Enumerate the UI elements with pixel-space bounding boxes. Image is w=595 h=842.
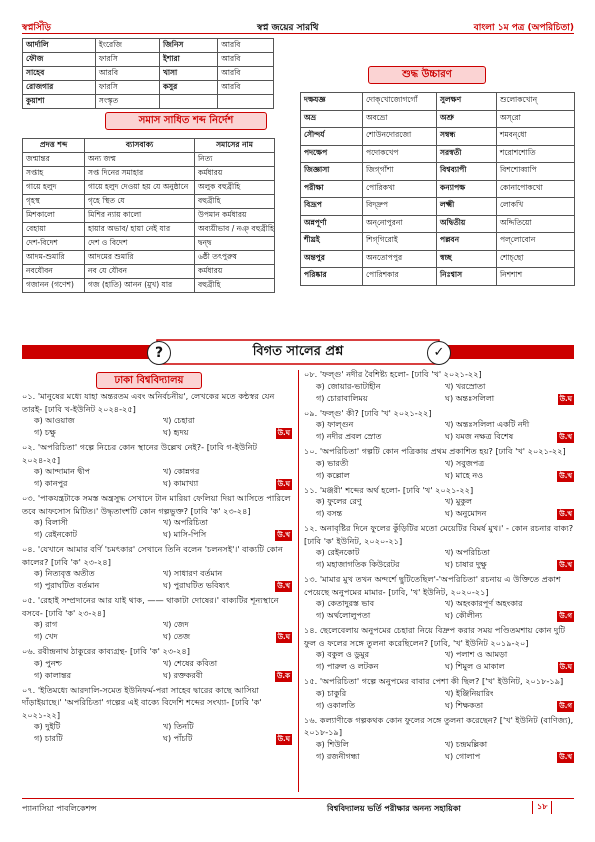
- uccharon-cell: শরোশশোতি: [497, 145, 575, 163]
- samas-row: [23, 223, 275, 237]
- question-text: ০৭. 'ইতিমধ্যে আরদালি-সমেত ইউনিফর্ম-পরা সাহেব দ্বারের কাছে আসিয়া দাঁড়াইয়াছে।' 'অপরিচিতা' গল্পের এই বাক্যে বিদেশি শব্দের সংখ্যা- [ঢাবি 'ক' ২০২১-২২]: [22, 684, 262, 720]
- uccharon-row: [301, 198, 575, 216]
- samas-cell: সপ্ত দিনের সমাহার: [85, 167, 195, 181]
- uccharon-cell: বিদ্রূপ: [301, 198, 363, 216]
- option: ঘ) অন্তঃসলিলা: [445, 393, 495, 403]
- uccharon-cell: শমবন্‌ধো: [497, 128, 575, 146]
- question-item: [22, 543, 292, 592]
- options-grid: [22, 658, 292, 682]
- option: গ) কালান্তর: [34, 670, 72, 680]
- samas-cell: জন্মান্তর: [23, 153, 85, 167]
- option: ঘ) শিক্ষকতা: [445, 700, 484, 710]
- uccharon-row: [301, 180, 575, 198]
- samas-row: [23, 153, 275, 167]
- uccharon-cell: অদ্বিতীয়: [437, 215, 497, 233]
- option: ক) বিলাসী: [34, 518, 68, 527]
- answer-badge: উ.গ: [559, 612, 572, 620]
- option: ক) আন্দামান দ্বীপ: [34, 467, 90, 476]
- origin-cell: আরবি: [95, 67, 159, 81]
- option: গ) চোরাবালিময়: [316, 393, 368, 403]
- options-grid: [304, 547, 574, 571]
- origin-cell: আর্দালি: [23, 39, 96, 53]
- origin-cell: খাসা: [159, 67, 217, 81]
- option: ঘ) পুরাঘটিত ভবিষ্যৎ: [163, 581, 230, 590]
- options-grid: [304, 649, 574, 673]
- question-item: [304, 624, 574, 673]
- samas-cell: সপ্তাহ: [23, 167, 85, 181]
- samas-cell: অব্যয়ীভাব / নঞ্ বহুব্রীহি: [195, 223, 275, 237]
- banner-title: বিগত সালের প্রশ্ন: [252, 344, 344, 359]
- option: ঘ) শিমুল ও মাকাল: [445, 662, 505, 671]
- question-text: ১১. 'মঞ্জরী' শব্দের অর্থ হলো- [ঢাবি 'খ' ২০২১-২২]: [304, 484, 474, 495]
- option: খ) কোন্নগর: [163, 467, 200, 476]
- samas-cell: বহুব্রীহি: [195, 279, 275, 293]
- options-grid: [22, 466, 292, 490]
- question-text: ০৮. 'ফল্গু' নদীর বৈশিষ্ট্য হলো- [ঢাবি 'খ' ২০২১-২২]: [304, 369, 482, 379]
- question-text: ০৩. 'পাকযন্ত্রটাকে সমস্ত অন্ত্রসুদ্ধ সেখানে টান মারিয়া ফেলিয়া দিয়া আসিতে পারিলে তবে আফসোস মিটিত।' উদ্ধৃতাংশটি কোন গল্পভুক্ত? [ঢাবি 'ক' ২৩-২৪]: [22, 493, 291, 516]
- uccharon-cell: অন্‌নোপুরনা: [363, 215, 437, 233]
- option: খ) তিনটি: [163, 722, 194, 731]
- samas-cell: দেশ-বিদেশ: [23, 237, 85, 251]
- uccharon-cell: লক্ষ্মী: [437, 198, 497, 216]
- origin-cell: সাহেব: [23, 67, 96, 81]
- option: ক) ভারতী: [316, 458, 349, 468]
- answer-badge: উ.গ: [559, 701, 572, 710]
- origin-cell: রোজগার: [23, 81, 96, 95]
- samas-cell: দেশ ও বিদেশ: [85, 237, 195, 251]
- options-grid: [304, 496, 574, 520]
- origin-cell: ইশারা: [159, 53, 217, 67]
- samas-cell: বেহায়া: [23, 223, 85, 237]
- question-item: [304, 675, 574, 712]
- option: খ) মুকুল: [445, 497, 472, 506]
- samas-cell: মিশির ন্যায় কালো: [85, 209, 195, 223]
- uccharon-cell: পরীক্ষা: [301, 180, 363, 198]
- option: ঘ) তেজ: [163, 632, 191, 641]
- option: ক) ফাল্গুন: [316, 420, 354, 429]
- check-mark-icon: ✓: [427, 341, 451, 365]
- option: ক) আওয়াজ: [34, 416, 75, 425]
- option: ক) জোয়ার-ভাটাহীন: [316, 381, 381, 391]
- origin-row: [23, 39, 274, 53]
- samas-cell: আদম-শুমারি: [23, 251, 85, 265]
- origin-cell: আরবি: [218, 81, 274, 95]
- uccharon-cell: বিশ্বব্যাপী: [437, 163, 497, 181]
- options-grid: [304, 598, 574, 622]
- option: গ) নদীর প্রবল স্রোত: [316, 432, 382, 441]
- option: খ) খরস্রোতা: [445, 381, 486, 391]
- option: গ) বসন্ত: [316, 509, 343, 518]
- uccharon-row: [301, 128, 575, 146]
- option: ঘ) কামাখ্যা: [163, 479, 199, 488]
- uccharon-cell: অস্‌রো: [497, 110, 575, 128]
- samas-cell: কর্মধারয়: [195, 265, 275, 279]
- answer-badge: উ.খ: [559, 561, 572, 569]
- samas-cell: বহুব্রীহি: [195, 195, 275, 209]
- answer-badge: উ.ঘ: [277, 735, 290, 743]
- origin-cell: আরবি: [218, 53, 274, 67]
- uccharon-cell: সরস্বতী: [437, 145, 497, 163]
- question-text: ১৩. 'মামার মুখ তখন অন্দর্শে ছুটিতেছিল'-'অপরিচিতা' রচনায় এ উক্তিতে প্রকাশ পেয়েছে অনুপমের মামার- [ঢাবি, 'খ' ইউনিট, ২০২০-২১]: [304, 574, 561, 597]
- uccharon-cell: অভ্র: [301, 110, 363, 128]
- option: গ) কল্লোল: [316, 470, 350, 480]
- question-item: [304, 573, 574, 622]
- uccharon-cell: নিশশাশ: [497, 268, 575, 286]
- options-grid: [22, 517, 292, 541]
- samas-row: [23, 251, 275, 265]
- options-grid: [304, 739, 574, 763]
- samas-cell: মিশকালো: [23, 209, 85, 223]
- question-text: ০২. 'অপরিচিতা' গল্পে নিচের কোন স্থানের উল্লেখ নেই?- [ঢাবি গ-ইউনিট ২০২৪-২৫]: [22, 442, 258, 465]
- option: গ) চক্ষু: [34, 428, 56, 437]
- options-grid: [304, 688, 574, 712]
- previous-year-banner: [22, 337, 574, 367]
- origin-cell: আরবি: [218, 39, 274, 53]
- subject-title: বাংলা ১ম পত্র (অপরিচিতা): [473, 23, 574, 33]
- uccharon-cell: জিজ্ঞাসা: [301, 163, 363, 181]
- option: গ) অর্থলোলুপতা: [316, 611, 371, 620]
- origin-cell: ফৌজ: [23, 53, 96, 67]
- uccharon-row: [301, 145, 575, 163]
- answer-badge: উ.ঘ: [559, 663, 572, 671]
- samas-cell: হায়ার অভাব/ হায়া নেই যার: [85, 223, 195, 237]
- option: গ) রজনীগন্ধা: [316, 751, 360, 761]
- option: ক) দুইটি: [34, 722, 61, 731]
- options-grid: [22, 619, 292, 643]
- uccharon-cell: স্বচ্ছ: [437, 250, 497, 268]
- brand-name: স্বপ্নসিঁড়ি: [22, 23, 51, 33]
- samas-cell: উপমান কর্মধারয়: [195, 209, 275, 223]
- option: ক) রেইনকোট: [316, 548, 360, 557]
- left-question-column: [22, 390, 292, 747]
- samas-cell: কর্মধারয়: [195, 167, 275, 181]
- options-grid: [22, 415, 292, 439]
- samas-cell: নব যে যৌবন: [85, 265, 195, 279]
- option: খ) অন্তঃসলিলা একটি নদী: [445, 420, 530, 429]
- samas-cell: গায়ে হলুদ দেওয়া হয় যে অনুষ্ঠানে: [85, 181, 195, 195]
- uccharon-cell: অদ্দিতিয়ো: [497, 215, 575, 233]
- answer-badge: উ.ঘ: [277, 429, 290, 437]
- option: গ) পারুল ও লটকন: [316, 662, 379, 671]
- uccharon-cell: শীঘ্রই: [301, 233, 363, 251]
- samas-cell: নবযৌবন: [23, 265, 85, 279]
- question-item: [304, 714, 574, 763]
- origin-row: [23, 53, 274, 67]
- uccharon-cell: সৌন্দর্য: [301, 128, 363, 146]
- option: ঘ) যমজ নক্ষত্র বিশেষ: [445, 432, 514, 441]
- question-text: ১০. 'অপরিচিতা' গল্পটি কোন পত্রিকায় প্রথম প্রকাশিত হয়? [ঢাবি 'খ' ২০২১-২২]: [304, 446, 566, 456]
- uccharon-cell: অশ্রু: [437, 110, 497, 128]
- samas-cell: আদমের শুমারি: [85, 251, 195, 265]
- options-grid: [304, 419, 574, 443]
- answer-badge: উ.খ: [559, 752, 572, 761]
- uccharon-row: [301, 233, 575, 251]
- option: ঘ) গোলাপ: [445, 751, 481, 761]
- question-text: ১২. অনাবৃষ্টির দিনে ফুলের কুঁড়িটির মতো মেয়েটির বিমর্ষ মুখ।' - কোন রচনার বাক্য? [ঢাবি 'ক' ইউনিট, ২০২০-২১]: [304, 523, 574, 546]
- uccharon-cell: সুলক্ষণ: [437, 93, 497, 111]
- option: গ) খেদ: [34, 632, 58, 641]
- uccharon-cell: লোকখি: [497, 198, 575, 216]
- question-item: [22, 594, 292, 643]
- question-item: [304, 368, 574, 405]
- uccharon-cell: অনতোপপুর: [363, 250, 437, 268]
- option: ক) পুনশ্চ: [34, 658, 62, 668]
- question-text: ১৫. 'অপরিচিতা' গল্পে অনুপমের বাবার পেশা কী ছিল? ['খ' ইউনিট, ২০১৮-১৯]: [304, 676, 564, 686]
- option: গ) মহাজাগতিক কিউরেটর: [316, 560, 400, 569]
- origin-row: [23, 81, 274, 95]
- question-item: [304, 445, 574, 482]
- uccharon-cell: পদক্ষেপ: [301, 145, 363, 163]
- uccharon-row: [301, 215, 575, 233]
- question-item: [22, 441, 292, 490]
- option: গ) কানপুর: [34, 479, 68, 488]
- option: ঘ) মাসি-পিসি: [163, 530, 207, 539]
- uccharon-cell: পল্লবন: [437, 233, 497, 251]
- option: গ) পুরাঘটিত বর্তমান: [34, 581, 100, 590]
- option: খ) জেদ: [163, 620, 189, 629]
- option: খ) শেষের কবিতা: [163, 658, 218, 668]
- option: ঘ) কৌলীন্য: [445, 611, 483, 620]
- page-footer: [22, 798, 574, 819]
- uccharon-cell: কোনাপোকখো: [497, 180, 575, 198]
- uccharon-row: [301, 163, 575, 181]
- samas-row: [23, 195, 275, 209]
- question-text: ০১. 'মানুষের মধ্যে যাহা অন্তরতম এবং অনির্বচনীয়', লেখকের মতে কন্ঠস্বর যেন তারই- [ঢাবি খ-ইউনিট ২০২৪-২৫]: [22, 391, 275, 414]
- samas-cell: গজ (হাতি) আনন (মুখ) যার: [85, 279, 195, 293]
- origin-cell: আরবি: [218, 67, 274, 81]
- university-label: ঢাকা বিশ্ববিদ্যালয়: [96, 372, 202, 389]
- option: ঘ) রক্তকরবী: [163, 670, 203, 680]
- uccharon-cell: পল্‌লোবোন: [497, 233, 575, 251]
- uccharon-cell: দোক্‌খোজোগগোঁ: [363, 93, 437, 111]
- answer-badge: উ.ঘ: [277, 633, 290, 641]
- uccharon-row: [301, 93, 575, 111]
- origin-cell: কসুর: [159, 81, 217, 95]
- origin-cell: ফারসি: [95, 53, 159, 67]
- samas-cell: দ্বন্দ্ব: [195, 237, 275, 251]
- uccharon-cell: অন্তপুর: [301, 250, 363, 268]
- samas-cell: অলুক বহুব্রীহি: [195, 181, 275, 195]
- option: ক) রাগ: [34, 620, 58, 629]
- samas-cell: গৃহে স্থিত যে: [85, 195, 195, 209]
- question-text: ১৬. কল্যাণীকে গল্পকথক কোন ফুলের সঙ্গে তুলনা করেছেন? ['খ' ইউনিট (বাণিজ্য), ২০১৮-১৯]: [304, 714, 574, 737]
- option: গ) রেইনকোট: [34, 530, 77, 539]
- option: ক) চাকুরি: [316, 688, 347, 698]
- option: ঘ) পাঁচটি: [163, 734, 193, 743]
- uccharon-cell: শিগ্‌গিরোই: [363, 233, 437, 251]
- question-item: [304, 407, 574, 444]
- uccharon-cell: পরিষ্কার: [301, 268, 363, 286]
- question-text: ০৪. 'যেখানে আমার বর্ণি 'চমৎকার' সেখানে তিনি বলেন 'চলনসই'।' বাক্যটি কোন কালের? [ঢাবি 'ক' ২৩-২৪]: [22, 544, 283, 567]
- uccharon-cell: শোচ্‌ছো: [497, 250, 575, 268]
- samas-row: [23, 181, 275, 195]
- answer-badge: উ.ঘ: [277, 480, 290, 488]
- uccharon-table: [300, 92, 575, 286]
- option: ঘ) চাষার দুক্ষু: [445, 560, 487, 569]
- samas-row: [23, 167, 275, 181]
- uccharon-cell: শোউনদোরজো: [363, 128, 437, 146]
- samas-row: [23, 209, 275, 223]
- origin-row: [23, 95, 274, 109]
- answer-badge: উ.খ: [559, 510, 572, 518]
- options-grid: [22, 721, 292, 745]
- option: ঘ) অনুমোদন: [445, 509, 487, 518]
- uccharon-cell: পদোকখেপ: [363, 145, 437, 163]
- page-number: ১৮: [532, 801, 552, 814]
- options-grid: [22, 568, 292, 592]
- origin-cell: সংস্কৃত: [95, 95, 159, 109]
- samas-header: প্রদত্ত শব্দ: [23, 139, 85, 153]
- uccharon-row: [301, 250, 575, 268]
- column-divider: [298, 370, 299, 792]
- samas-cell: অন্য জন্ম: [85, 153, 195, 167]
- option: গ) ওকালতি: [316, 700, 355, 710]
- uccharon-cell: কন্যাপক্ষ: [437, 180, 497, 198]
- origin-cell: কুয়াশা: [23, 95, 96, 109]
- option: খ) পলাশ ও আমড়া: [445, 650, 508, 659]
- option: ক) শিউলি: [316, 739, 349, 749]
- option: খ) ইঞ্জিনিয়ারিং: [445, 688, 494, 698]
- samas-cell: গৃহস্থ: [23, 195, 85, 209]
- option: ক) ফুলের রেণু: [316, 497, 362, 506]
- uccharon-cell: অবভ্রো: [363, 110, 437, 128]
- question-item: [22, 684, 292, 746]
- uccharon-cell: বিশশোব্বাপি: [497, 163, 575, 181]
- option: ক) নিত্যবৃত্ত অতীত: [34, 569, 95, 578]
- uccharon-cell: অন্নপূর্ণা: [301, 215, 363, 233]
- question-text: ১৪. ছেলেবেলায় অনুপমের চেহারা নিয়ে বিদ্রুপ করার সময় পণ্ডিতমশায় কোন দুটি ফুল ও ফলের সঙ্গে তুলনা করেছিলেন? [ঢাবি, 'খ' ইউনিট ২০১৯-২০]: [304, 625, 566, 648]
- header-divider: [22, 33, 574, 34]
- uccharon-cell: নিঃশ্বাস: [437, 268, 497, 286]
- question-item: [22, 645, 292, 682]
- answer-badge: উ.খ: [277, 531, 290, 539]
- answer-badge: উ.খ: [277, 582, 290, 590]
- question-text: ০৯. 'ফল্গু' কী? [ঢাবি 'খ' ২০২১-২২]: [304, 407, 432, 418]
- origin-cell: ইংরেজি: [95, 39, 159, 53]
- question-text: ০৬. রবীন্দ্রনাথ ঠাকুরের কাব্যগ্রন্থ- [ঢাবি 'ক' ২৩-২৪]: [22, 646, 190, 656]
- origin-cell: ফারসি: [95, 81, 159, 95]
- answer-badge: উ.খ: [559, 433, 572, 441]
- option: ঘ) হৃদয়: [163, 428, 189, 437]
- option: ক) কেতাদুরস্ত ভাব: [316, 599, 375, 608]
- samas-row: [23, 279, 275, 293]
- origin-row: [23, 67, 274, 81]
- option: খ) অপরিচিতা: [445, 548, 490, 557]
- uccharon-cell: বিদ্দ্রুপ: [363, 198, 437, 216]
- question-item: [22, 492, 292, 541]
- samas-table: [22, 138, 275, 293]
- option: খ) চন্দ্রমল্লিকা: [445, 739, 488, 749]
- answer-badge: উ.ঘ: [559, 394, 572, 403]
- option: খ) চেহারা: [163, 416, 195, 425]
- publisher: প্যানাসিয়া পাবলিকেশন্স: [22, 804, 97, 813]
- option: গ) চারটি: [34, 734, 63, 743]
- option: ঘ) মাহে নও: [445, 470, 483, 480]
- samas-cell: গায়ে হলুদ: [23, 181, 85, 195]
- origin-cell: [218, 95, 274, 109]
- uccharon-cell: দক্ষযজ্ঞ: [301, 93, 363, 111]
- answer-badge: উ.ক: [276, 671, 290, 680]
- word-origin-table: [22, 38, 274, 109]
- question-item: [304, 484, 574, 521]
- option: খ) সাধারণ বর্তমান: [163, 569, 223, 578]
- uccharon-cell: পোরিশকার: [363, 268, 437, 286]
- origin-cell: জিনিস: [159, 39, 217, 53]
- question-item: [304, 522, 574, 571]
- samas-cell: ৬ষ্ঠী তৎপুরুষ: [195, 251, 275, 265]
- uccharon-row: [301, 110, 575, 128]
- options-grid: [304, 458, 574, 482]
- question-item: [22, 390, 292, 439]
- footer-title: বিশ্ববিদ্যালয় ভর্তি পরীক্ষার অনন্য সহায়িকা: [327, 804, 461, 813]
- uccharon-cell: জিগ্‌গাঁশা: [363, 163, 437, 181]
- option: খ) সবুজপত্র: [445, 458, 485, 468]
- samas-header: ব্যাসবাক্য: [85, 139, 195, 153]
- option: ক) বকুল ও ডুমুর: [316, 650, 369, 659]
- uccharon-row: [301, 268, 575, 286]
- right-question-column: [304, 368, 574, 765]
- option: খ) অপরিচিতা: [163, 518, 208, 527]
- tagline: স্বপ্ন জয়ের সারথি: [257, 23, 319, 33]
- samas-row: [23, 265, 275, 279]
- samas-title: সমাস সাধিত শব্দ নির্দেশ: [105, 112, 267, 130]
- options-grid: [304, 381, 574, 405]
- origin-cell: [159, 95, 217, 109]
- samas-cell: গজানন (গণেশ): [23, 279, 85, 293]
- question-text: ০৫. 'রেহাই সম্প্রদানের আর যাই থাক, —— থাকাটা দোষের।' বাক্যটির শূন্যস্থানে বসবে- [ঢাবি 'ক' ২৩-২৪]: [22, 595, 279, 618]
- samas-cell: নিত্য: [195, 153, 275, 167]
- samas-row: [23, 237, 275, 251]
- option: খ) অহংকারপূর্ণ অহংকার: [445, 599, 523, 608]
- question-mark-icon: ?: [147, 341, 171, 365]
- samas-header: সমাসের নাম: [195, 139, 275, 153]
- uccharon-cell: পোরিকখা: [363, 180, 437, 198]
- uccharon-cell: সম্বন্ধ: [437, 128, 497, 146]
- uccharon-title: শুদ্ধ উচ্চারণ: [368, 66, 486, 84]
- uccharon-cell: শুলোকখোন্‌: [497, 93, 575, 111]
- page-header: [22, 18, 574, 34]
- answer-badge: উ.খ: [559, 471, 572, 480]
